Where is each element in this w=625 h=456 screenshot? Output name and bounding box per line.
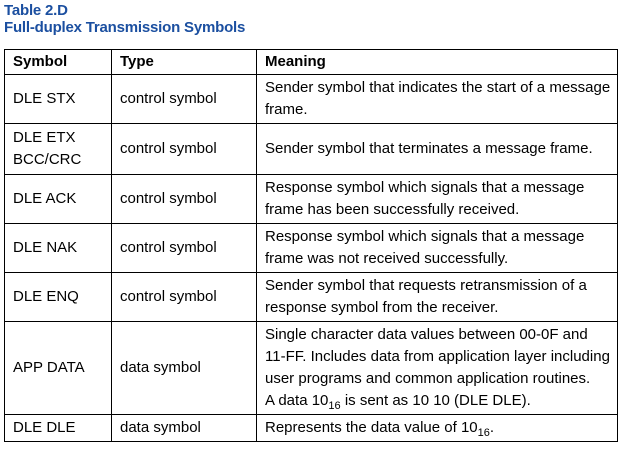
header-type: Type: [112, 50, 257, 75]
symbols-table: [4, 49, 618, 442]
meaning-cell: Response symbol which signals that a message frame has been successfully received.: [257, 175, 618, 224]
symbol-cell: [5, 124, 112, 175]
symbol-line-2: BCC/CRC: [13, 151, 82, 168]
type-cell: data symbol: [112, 322, 257, 415]
type-cell: data symbol: [112, 415, 257, 442]
meaning-cell: Sender symbol that terminates a message frame.: [257, 124, 618, 175]
symbol-cell: DLE NAK: [5, 224, 112, 273]
meaning-suffix: is sent as 10 10 (DLE DLE).: [340, 392, 531, 409]
table-row: [5, 175, 618, 224]
symbol-cell: DLE STX: [5, 75, 112, 124]
type-cell: control symbol: [112, 273, 257, 322]
meaning-cell: Response symbol which signals that a message frame was not received successfully.: [257, 224, 618, 273]
meaning-cell: Sender symbol that requests retransmission of a response symbol from the receiver.: [257, 273, 618, 322]
subscript-base: 16: [477, 427, 490, 439]
table-number: Table 2.D: [4, 2, 68, 19]
type-cell: control symbol: [112, 175, 257, 224]
header-symbol: Symbol: [5, 50, 112, 75]
table-row: [5, 124, 618, 175]
type-cell: control symbol: [112, 224, 257, 273]
subscript-base: 16: [328, 400, 341, 412]
meaning-prefix: Represents the data value of 10: [265, 419, 478, 436]
table-row: [5, 415, 618, 442]
symbol-cell: DLE ACK: [5, 175, 112, 224]
type-cell: control symbol: [112, 124, 257, 175]
table-row: [5, 75, 618, 124]
meaning-main-text: Single character data values between 00-0F and 11-FF. Includes data from application layer including user programs and common application routines.: [265, 326, 610, 387]
symbol-cell: DLE ENQ: [5, 273, 112, 322]
meaning-cell: [257, 322, 618, 415]
table-row: [5, 322, 618, 415]
meaning-prefix: A data 10: [265, 392, 329, 409]
type-cell: control symbol: [112, 75, 257, 124]
meaning-suffix: .: [489, 419, 495, 436]
symbol-cell: DLE DLE: [5, 415, 112, 442]
table-title: Full-duplex Transmission Symbols: [4, 19, 246, 36]
table-caption: [4, 2, 245, 36]
table-row: [5, 224, 618, 273]
meaning-cell: [257, 415, 618, 442]
meaning-cell: Sender symbol that indicates the start of a message frame.: [257, 75, 618, 124]
header-meaning: Meaning: [257, 50, 618, 75]
table-row: [5, 273, 618, 322]
symbol-cell: APP DATA: [5, 322, 112, 415]
symbol-line-1: DLE ETX: [13, 129, 76, 146]
header-row: [5, 50, 618, 75]
